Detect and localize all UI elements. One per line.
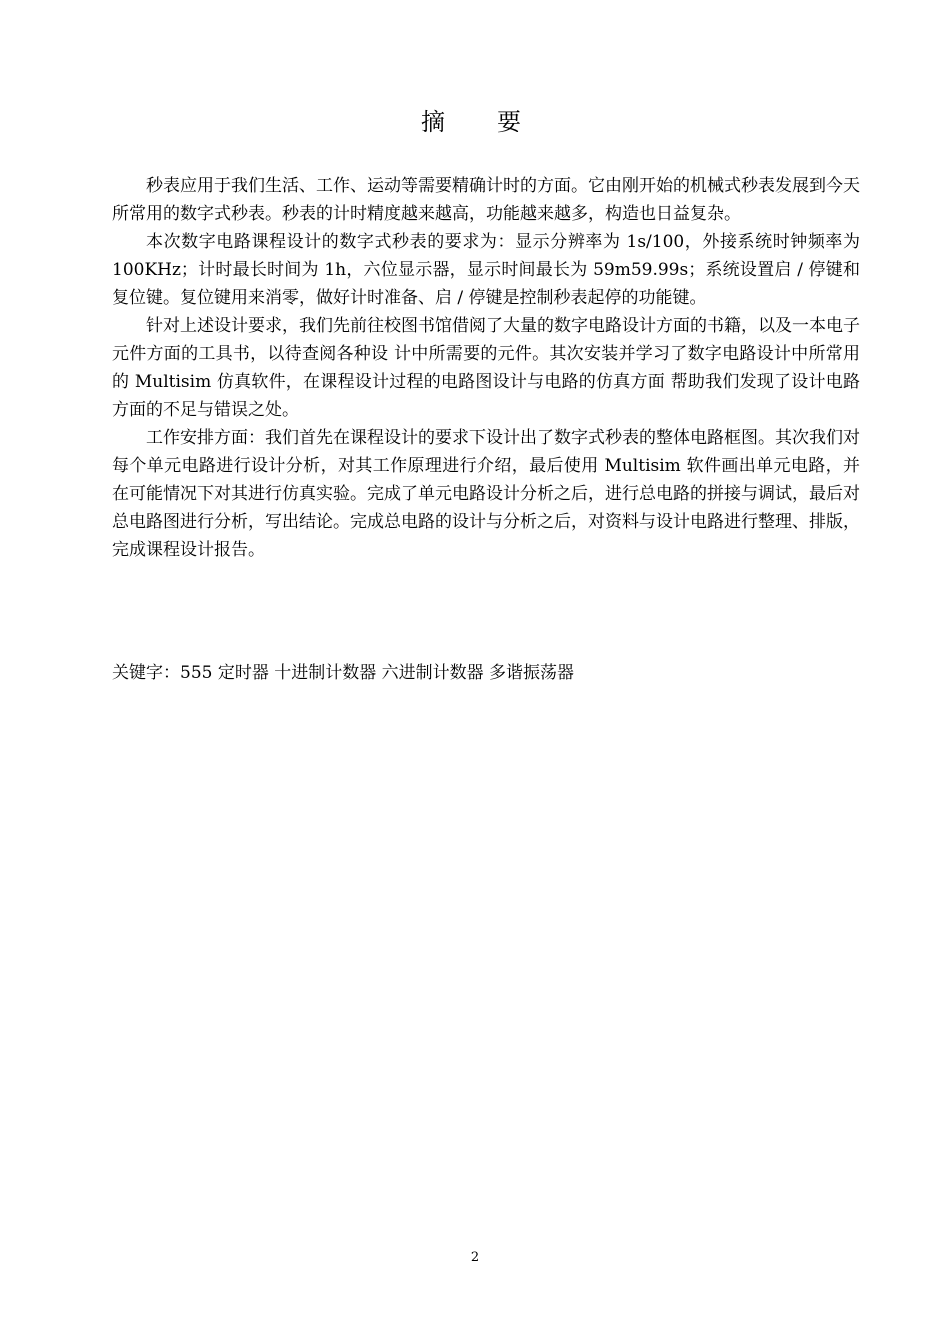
abstract-paragraph-2: 本次数字电路课程设计的数字式秒表的要求为：显示分辨率为 1s/100，外接系统时钟频率为 100KHz；计时最长时间为 1h，六位显示器，显示时间最长为 59m59.99s；系统设置启 / 停键和复位键。复位键用来消零，做好计时准备、启 / 停键是控制秒表起停的功能键。	[112, 232, 860, 308]
title-char-2: 要	[497, 108, 529, 136]
title-char-1: 摘	[421, 108, 453, 136]
page-title	[0, 106, 950, 138]
abstract-paragraph-4: 工作安排方面：我们首先在课程设计的要求下设计出了数字式秒表的整体电路框图。其次我们对每个单元电路进行设计分析，对其工作原理进行介绍，最后使用 Multisim 软件画出单元电路，并在可能情况下对其进行仿真实验。完成了单元电路设计分析之后，进行总电路的拼接与调试，最后对总电路图进行分析，写出结论。完成总电路的设计与分析之后，对资料与设计电路进行整理、排版，完成课程设计报告。	[112, 428, 860, 560]
keywords-line: 关键字：555 定时器 十进制计数器 六进制计数器 多谐振荡器	[112, 663, 575, 683]
page-number: 2	[470, 1250, 480, 1265]
abstract-paragraph-3: 针对上述设计要求，我们先前往校图书馆借阅了大量的数字电路设计方面的书籍，以及一本电子元件方面的工具书，以待查阅各种设 计中所需要的元件。其次安装并学习了数字电路设计中所常用的 Multisim 仿真软件，在课程设计过程的电路图设计与电路的仿真方面 帮助我们发现了设计电路方面的不足与错误之处。	[112, 316, 860, 420]
abstract-paragraph-1: 秒表应用于我们生活、工作、运动等需要精确计时的方面。它由刚开始的机械式秒表发展到今天所常用的数字式秒表。秒表的计时精度越来越高，功能越来越多，构造也日益复杂。	[112, 176, 860, 224]
abstract-body	[112, 172, 860, 564]
